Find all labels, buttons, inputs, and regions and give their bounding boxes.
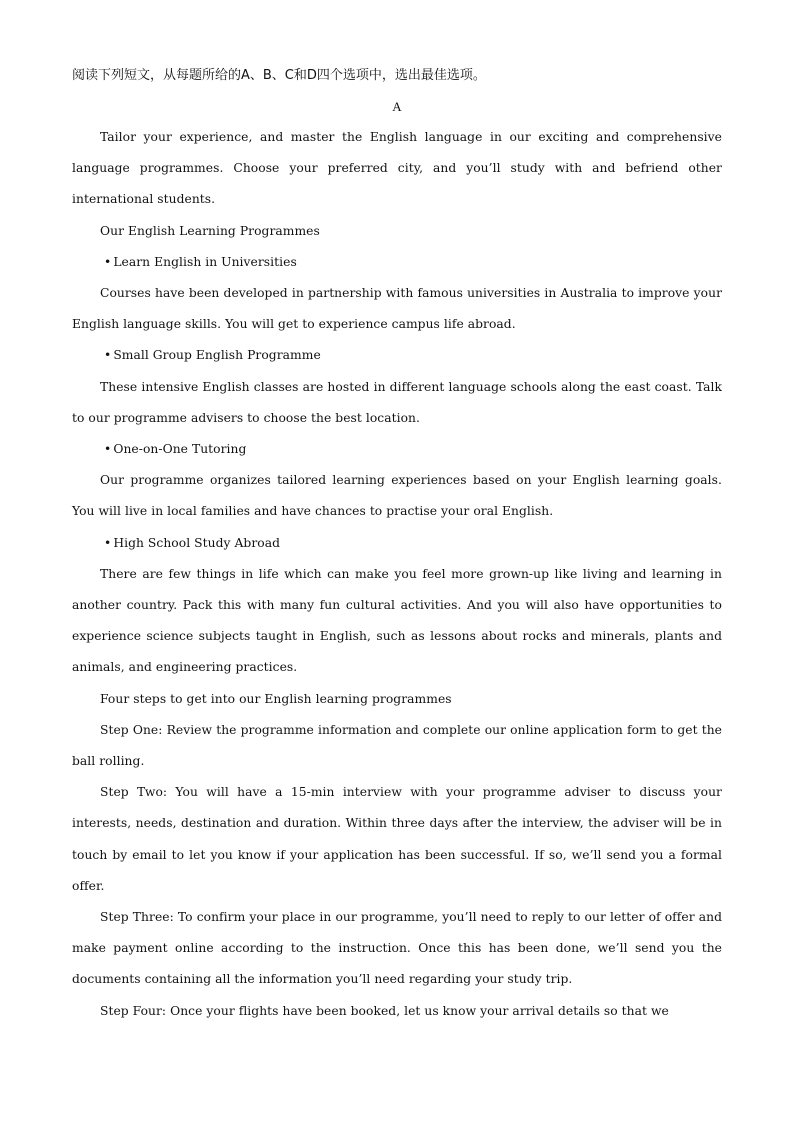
bullet-icon: • xyxy=(104,442,112,457)
intro-paragraph: Tailor your experience, and master the English language in our exciting and comprehensive language programmes. Choose your preferred city, and you’ll study with and befriend other international students. xyxy=(72,130,722,207)
step-3: Step Three: To confirm your place in our programme, you’ll need to reply to our letter of offer and make payment online according to the instruction. Once this has been done, we’ll send you the documents containing all the information you’ll need regarding your study trip. xyxy=(72,910,722,987)
bullet-icon: • xyxy=(104,535,112,550)
step-4: Step Four: Once your flights have been booked, let us know your arrival details so that we xyxy=(100,1003,669,1018)
programme-body-4: There are few things in life which can make you feel more grown-up like living and learning in another country. Pack this with many fun cultural activities. And you will also have opportunities to experience science subjects taught in English, such as lessons about rocks and minerals, plants and animals, and engineering practices. xyxy=(72,566,722,675)
bullet-icon: • xyxy=(104,348,112,363)
step-1: Step One: Review the programme information and complete our online application form to get the ball rolling. xyxy=(72,722,722,769)
programme-title-3 xyxy=(72,434,722,465)
exam-instruction: 阅读下列短文，从每题所给的A、B、C和D四个选项中，选出最佳选项。 xyxy=(72,68,486,83)
programme-title-text: Learn English in Universities xyxy=(113,254,297,269)
section-letter: A xyxy=(392,99,402,114)
steps-heading: Four steps to get into our English learning programmes xyxy=(100,691,452,706)
programme-title-text: High School Study Abroad xyxy=(113,535,280,550)
programme-body-3: Our programme organizes tailored learning experiences based on your English learning goals. You will live in local families and have chances to practise your oral English. xyxy=(72,473,722,519)
bullet-icon: • xyxy=(104,254,112,269)
step-2: Step Two: You will have a 15-min interview with your programme adviser to discuss your interests, needs, destination and duration. Within three days after the interview, the adviser will be in touch by email to let you know if your application has been successful. If so, we’ll send you a formal offer. xyxy=(72,785,722,893)
programmes-heading: Our English Learning Programmes xyxy=(100,223,320,238)
programme-title-1 xyxy=(72,247,722,278)
programme-title-2 xyxy=(72,340,722,371)
programme-title-text: Small Group English Programme xyxy=(113,348,321,363)
programme-body-2: These intensive English classes are hosted in different language schools along the east coast. Talk to our programme advisers to choose the best location. xyxy=(72,379,722,425)
programme-title-4 xyxy=(72,528,722,559)
programme-title-text: One-on-One Tutoring xyxy=(113,442,247,457)
programme-body-1: Courses have been developed in partnership with famous universities in Australia to improve your English language skills. You will get to experience campus life abroad. xyxy=(72,286,722,332)
